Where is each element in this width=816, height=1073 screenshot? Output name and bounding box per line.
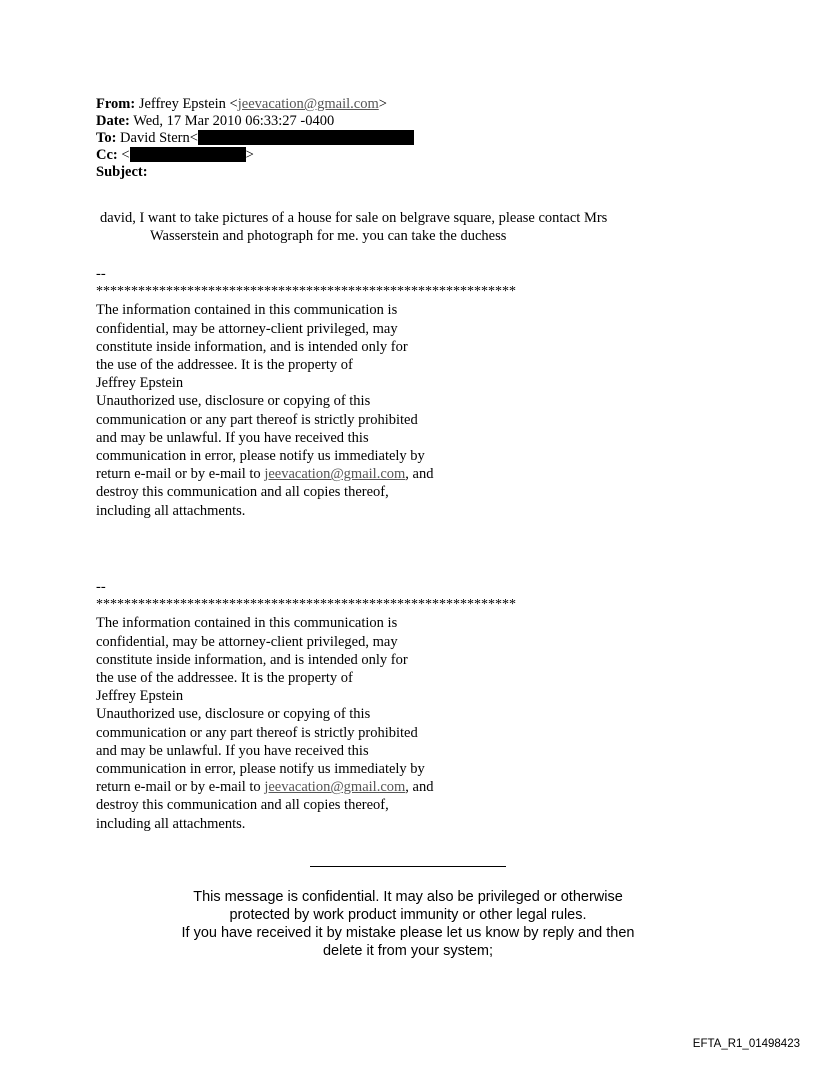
disclaimer-line: constitute inside information, and is intended only for xyxy=(96,338,408,355)
disclaimer-return-line: return e-mail or by e-mail to jeevacation@gmail.com, and xyxy=(96,466,434,483)
cc-line xyxy=(96,147,414,164)
from-email-link[interactable]: jeevacation@gmail.com xyxy=(237,96,379,112)
disclaimer-line: and may be unlawful. If you have received this xyxy=(96,742,369,759)
date-label: Date: xyxy=(96,113,130,129)
to-value: David Stern< xyxy=(120,130,198,146)
disclaimer-line: including all attachments. xyxy=(96,502,246,519)
disclaimer-block-2 xyxy=(96,578,516,833)
disclaimer-email-link[interactable]: jeevacation@gmail.com xyxy=(264,779,406,796)
cc-value: < xyxy=(121,147,130,163)
disclaimer-block-1 xyxy=(96,265,516,520)
from-label: From: xyxy=(96,96,136,112)
footer-line: delete it from your system; xyxy=(322,943,494,959)
from-line xyxy=(96,96,414,113)
disclaimer-line: destroy this communication and all copies thereof, xyxy=(96,797,389,814)
footer-line: If you have received it by mistake please let us know by reply and then xyxy=(181,925,635,941)
disclaimer-line: Unauthorized use, disclosure or copying of this xyxy=(96,393,371,410)
cc-close: > xyxy=(245,147,254,163)
from-name: Jeffrey Epstein < xyxy=(138,96,238,112)
disclaimer-line: and may be unlawful. If you have received this xyxy=(96,429,369,446)
to-label: To: xyxy=(96,130,117,146)
disclaimer-dashes: -- xyxy=(96,266,106,282)
disclaimer-stars: ************************************************************ xyxy=(96,284,516,300)
disclaimer-line: communication or any part thereof is strictly prohibited xyxy=(96,724,418,741)
disclaimer-line: confidential, may be attorney-client privileged, may xyxy=(96,320,398,337)
cc-label: Cc: xyxy=(96,147,118,163)
disclaimer-line: Jeffrey Epstein xyxy=(96,375,184,392)
body-line-1: david, I want to take pictures of a house for sale on belgrave square, please contact Mrs xyxy=(100,210,608,226)
subject-line xyxy=(96,164,414,181)
disclaimer-line: destroy this communication and all copies thereof, xyxy=(96,484,389,501)
body-line-2: Wasserstein and photograph for me. you can take the duchess xyxy=(150,228,507,244)
confidentiality-footer xyxy=(0,888,816,960)
footer-line: protected by work product immunity or other legal rules. xyxy=(229,907,587,923)
disclaimer-line: confidential, may be attorney-client privileged, may xyxy=(96,633,398,650)
from-close: > xyxy=(378,96,387,112)
date-line xyxy=(96,113,414,130)
document-id: EFTA_R1_01498423 xyxy=(692,1038,800,1050)
footer-divider xyxy=(310,866,506,867)
disclaimer-line: the use of the addressee. It is the property of xyxy=(96,357,353,374)
disclaimer-line: communication or any part thereof is strictly prohibited xyxy=(96,411,418,428)
disclaimer-line: communication in error, please notify us immediately by xyxy=(96,448,425,465)
disclaimer-line: including all attachments. xyxy=(96,815,246,832)
date-value: Wed, 17 Mar 2010 06:33:27 -0400 xyxy=(133,113,335,129)
disclaimer-email-link[interactable]: jeevacation@gmail.com xyxy=(264,466,406,483)
disclaimer-line: Unauthorized use, disclosure or copying of this xyxy=(96,706,371,723)
disclaimer-return-line: return e-mail or by e-mail to jeevacation@gmail.com, and xyxy=(96,779,434,796)
disclaimer-dashes: -- xyxy=(96,579,106,595)
footer-line: This message is confidential. It may also be privileged or otherwise xyxy=(193,889,623,905)
disclaimer-line: The information contained in this communication is xyxy=(96,615,398,632)
cc-redaction xyxy=(130,147,246,162)
disclaimer-line: communication in error, please notify us immediately by xyxy=(96,761,425,778)
email-body xyxy=(100,209,700,245)
disclaimer-line: The information contained in this communication is xyxy=(96,302,398,319)
subject-label: Subject: xyxy=(96,164,148,180)
email-header xyxy=(96,96,414,181)
to-line xyxy=(96,130,414,147)
disclaimer-line: constitute inside information, and is intended only for xyxy=(96,651,408,668)
disclaimer-line: the use of the addressee. It is the property of xyxy=(96,670,353,687)
disclaimer-line: Jeffrey Epstein xyxy=(96,688,184,705)
disclaimer-stars: ************************************************************ xyxy=(96,597,516,613)
to-redaction xyxy=(198,130,414,145)
